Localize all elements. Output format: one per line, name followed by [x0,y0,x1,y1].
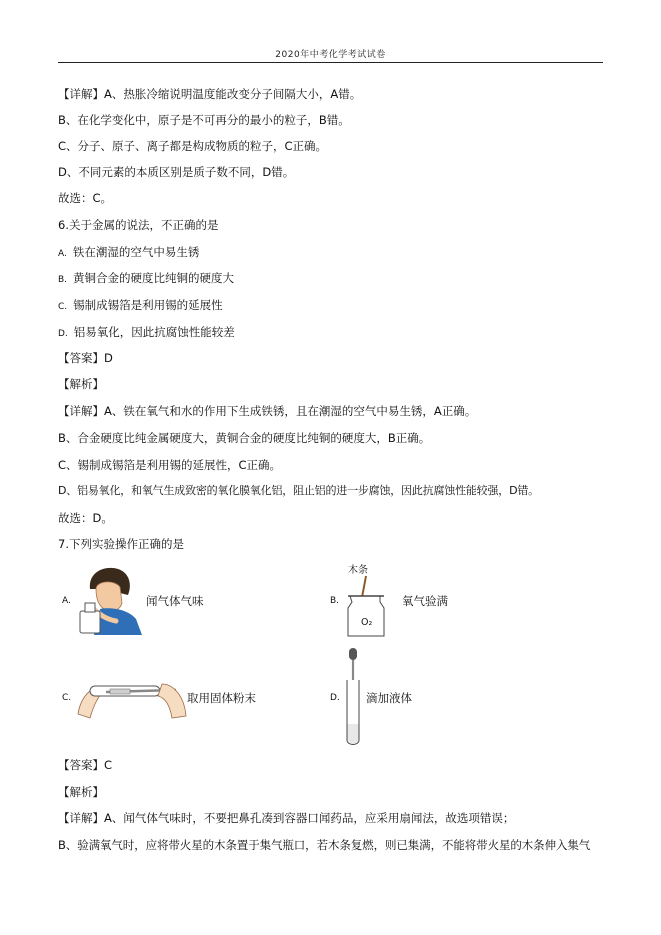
option-letter: B. [58,275,68,285]
q7-answer: 【答案】C [58,758,113,772]
header-rule [58,62,603,63]
q7-option-d-letter: D. [330,693,340,703]
q7-option-b-text: 氧气验满 [402,594,448,608]
q6-analysis-title: 【解析】 [58,377,104,391]
q6-option-d [58,325,235,341]
q6-option-a [58,245,199,261]
text-line: B、在化学变化中，原子是不可再分的最小的粒子，B错。 [58,113,350,127]
text-line: 【详解】A、铁在氧气和水的作用下生成铁锈，且在潮湿的空气中易生锈，A正确。 [58,404,477,418]
q7-option-c-text: 取用固体粉末 [187,691,256,705]
option-letter: C. [58,302,68,312]
option-letter: A. [58,249,67,259]
text-line: 【详解】A、热胀冷缩说明温度能改变分子间隔大小，A错。 [58,87,362,101]
dropper-figure [342,646,364,748]
q6-option-c [58,298,223,314]
o2-label: O₂ [361,617,373,628]
stick-label: 木条 [348,565,368,576]
option-letter: D. [58,329,68,339]
q7-analysis-title: 【解析】 [58,785,104,799]
q7-option-c-letter: C. [62,693,72,703]
text-line: D、不同元素的本质区别是质子数不同，D错。 [58,165,295,179]
page-header: 2020年中考化学考试试卷 [275,50,386,60]
question-6-stem: 6.关于金属的说法，不正确的是 [58,218,219,232]
q7-option-d-text: 滴加液体 [366,691,412,705]
text-line: B、合金硬度比纯金属硬度大，黄铜合金的硬度比纯铜的硬度大，B正确。 [58,431,431,445]
text-line: 【详解】A、闻气体气味时，不要把鼻孔凑到容器口闻药品，应采用扇闻法，故选项错误； [58,811,515,825]
powder-figure [76,670,188,720]
option-text: 铁在潮湿的空气中易生锈 [72,245,200,259]
q6-option-b [58,271,234,287]
text-line: D、铝易氧化，和氧气生成致密的氧化膜氧化铝，阻止铝的进一步腐蚀，因此抗腐蚀性能较强，D错。 [58,484,539,497]
question-7-stem: 7.下列实验操作正确的是 [58,537,184,551]
option-text: 铝易氧化，因此抗腐蚀性能较差 [73,325,235,339]
text-line: 故选：D。 [58,511,113,525]
text-line: C、锡制成锡箔是利用锡的延展性，C正确。 [58,458,282,472]
option-text: 黄铜合金的硬度比纯铜的硬度大 [73,271,235,285]
option-text: 锡制成锡箔是利用锡的延展性 [73,298,223,312]
q7-option-b-letter: B. [330,596,340,606]
text-line: B、验满氧气时，应将带火星的木条置于集气瓶口，若木条复燃，则已集满，不能将带火星的木条伸入集气 [58,838,591,852]
q6-answer: 【答案】D [58,351,113,365]
text-line: 故选：C。 [58,191,113,205]
q7-option-a-letter: A. [62,596,71,606]
oxygen-test-figure [344,574,394,638]
q7-option-a-text: 闻气体气味 [146,594,204,608]
text-line: C、分子、原子、离子都是构成物质的粒子，C正确。 [58,139,328,153]
smell-gas-figure [76,563,146,635]
